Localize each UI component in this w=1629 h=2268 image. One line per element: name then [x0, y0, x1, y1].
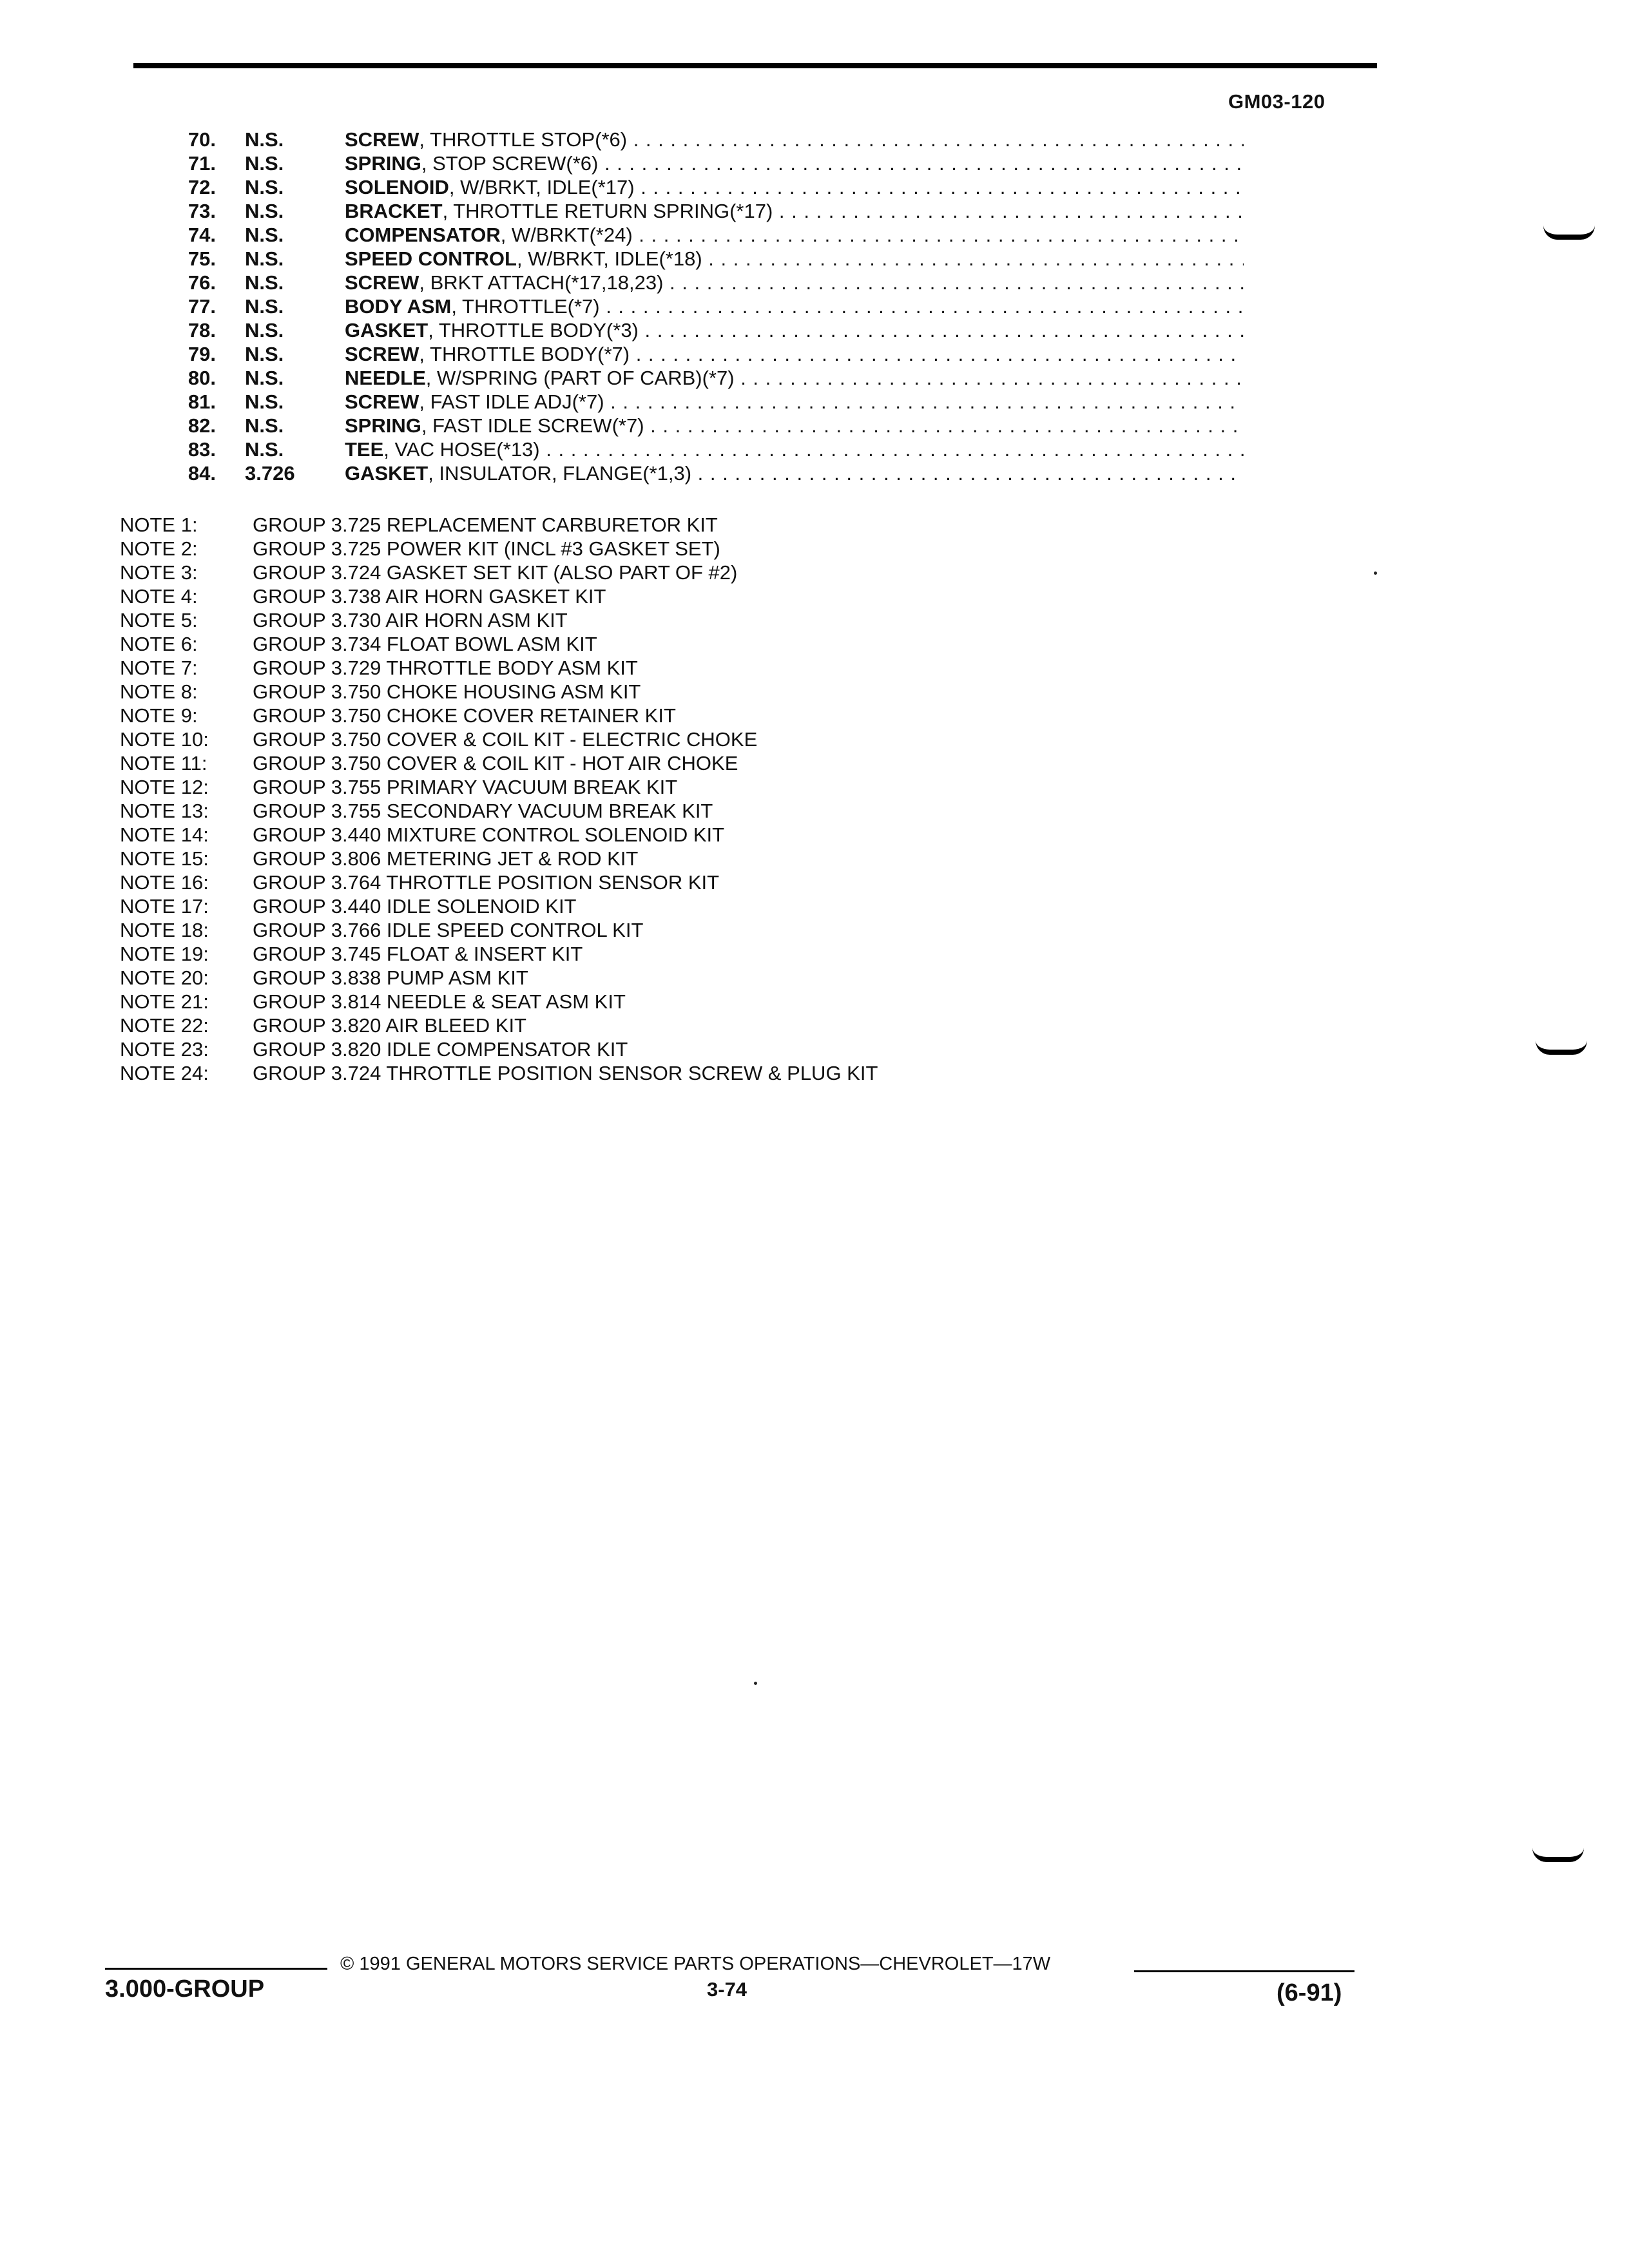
part-description: [345, 175, 1244, 199]
notes-list: [120, 513, 1086, 1085]
part-row: [161, 461, 1244, 485]
dot-leader: [663, 271, 1244, 294]
note-row: [120, 632, 1086, 656]
note-text: GROUP 3.750 CHOKE HOUSING ASM KIT: [253, 680, 641, 703]
part-detail: , W/BRKT, IDLE(*18): [516, 247, 702, 270]
part-group: N.S.: [245, 390, 284, 413]
part-group: N.S.: [245, 176, 284, 198]
note-label: NOTE 10:: [120, 728, 209, 751]
note-text: GROUP 3.750 COVER & COIL KIT - ELECTRIC CHOKE: [253, 728, 758, 751]
part-group: N.S.: [245, 152, 284, 175]
note-text: GROUP 3.764 THROTTLE POSITION SENSOR KIT: [253, 871, 720, 894]
part-row: [161, 223, 1244, 247]
footer-page-number: 3-74: [707, 1978, 747, 2001]
part-detail: , FAST IDLE SCREW(*7): [421, 414, 644, 437]
part-description: [345, 414, 1244, 437]
part-row: [161, 318, 1244, 342]
note-text: GROUP 3.440 MIXTURE CONTROL SOLENOID KIT: [253, 823, 725, 846]
part-name: BRACKET: [345, 200, 443, 222]
part-row: [161, 175, 1244, 199]
note-label: NOTE 13:: [120, 800, 209, 822]
note-text: GROUP 3.730 AIR HORN ASM KIT: [253, 609, 568, 631]
note-label: NOTE 19:: [120, 943, 209, 965]
note-row: [120, 537, 1086, 561]
part-detail: , W/BRKT(*24): [500, 224, 633, 246]
part-description: [345, 128, 1244, 151]
note-label: NOTE 2:: [120, 537, 198, 560]
part-row: [161, 366, 1244, 390]
part-row: [161, 128, 1244, 151]
part-row: [161, 247, 1244, 271]
dot-leader: [639, 319, 1244, 341]
note-row: [120, 799, 1086, 823]
part-number: 84.: [188, 462, 216, 485]
note-text: GROUP 3.766 IDLE SPEED CONTROL KIT: [253, 919, 644, 941]
part-group: N.S.: [245, 319, 284, 341]
part-detail: , BRKT ATTACH(*17,18,23): [419, 271, 664, 294]
note-label: NOTE 20:: [120, 966, 209, 989]
part-group: N.S.: [245, 295, 284, 318]
part-detail: , W/SPRING (PART OF CARB)(*7): [425, 367, 735, 389]
note-row: [120, 894, 1086, 918]
part-description: [345, 271, 1244, 294]
note-row: [120, 727, 1086, 751]
top-rule: [133, 63, 1377, 68]
part-group: 3.726: [245, 462, 295, 485]
dot-leader: [604, 390, 1244, 413]
part-name: SPRING: [345, 152, 421, 175]
footer-copyright: © 1991 GENERAL MOTORS SERVICE PARTS OPERATIONS—CHEVROLET—17W: [340, 1954, 1051, 1974]
note-text: GROUP 3.755 SECONDARY VACUUM BREAK KIT: [253, 800, 713, 822]
part-group: N.S.: [245, 224, 284, 246]
part-detail: , INSULATOR, FLANGE(*1,3): [428, 462, 692, 485]
part-name: BODY ASM: [345, 295, 452, 318]
note-row: [120, 584, 1086, 608]
part-detail: , THROTTLE(*7): [451, 295, 600, 318]
part-row: [161, 199, 1244, 223]
footer-group: 3.000-GROUP: [105, 1975, 265, 2003]
dot-leader: [598, 152, 1244, 175]
part-group: N.S.: [245, 343, 284, 365]
part-name: SCREW: [345, 128, 419, 151]
note-label: NOTE 24:: [120, 1062, 209, 1084]
part-number: 81.: [188, 390, 216, 413]
note-text: GROUP 3.820 IDLE COMPENSATOR KIT: [253, 1038, 628, 1061]
part-detail: , VAC HOSE(*13): [383, 438, 540, 461]
note-row: [120, 966, 1086, 990]
part-description: [345, 294, 1244, 318]
part-name: SCREW: [345, 390, 419, 413]
note-row: [120, 918, 1086, 942]
part-name: COMPENSATOR: [345, 224, 501, 246]
scan-speck: [1374, 572, 1377, 575]
note-text: GROUP 3.806 METERING JET & ROD KIT: [253, 847, 639, 870]
dot-leader: [600, 295, 1244, 318]
note-label: NOTE 5:: [120, 609, 198, 631]
part-number: 79.: [188, 343, 216, 365]
note-row: [120, 704, 1086, 727]
part-number: 75.: [188, 247, 216, 270]
part-description: [345, 461, 1244, 485]
note-text: GROUP 3.750 COVER & COIL KIT - HOT AIR CHOKE: [253, 752, 738, 774]
note-row: [120, 680, 1086, 704]
note-row: [120, 847, 1086, 870]
dot-leader: [627, 128, 1244, 151]
part-group: N.S.: [245, 128, 284, 151]
part-detail: , THROTTLE RETURN SPRING(*17): [442, 200, 773, 222]
dot-leader: [702, 247, 1244, 270]
part-name: SCREW: [345, 271, 419, 294]
note-label: NOTE 12:: [120, 776, 209, 798]
part-row: [161, 342, 1244, 366]
note-label: NOTE 7:: [120, 657, 198, 679]
binder-hole-mark: [1532, 1848, 1584, 1862]
part-number: 78.: [188, 319, 216, 341]
note-label: NOTE 14:: [120, 823, 209, 846]
note-text: GROUP 3.725 POWER KIT (INCL #3 GASKET SET): [253, 537, 720, 560]
note-row: [120, 1014, 1086, 1037]
note-text: GROUP 3.725 REPLACEMENT CARBURETOR KIT: [253, 514, 718, 536]
part-row: [161, 151, 1244, 175]
footer-rule-left: [105, 1968, 327, 1970]
note-text: GROUP 3.745 FLOAT & INSERT KIT: [253, 943, 583, 965]
dot-leader: [691, 462, 1244, 485]
note-row: [120, 608, 1086, 632]
part-description: [345, 318, 1244, 342]
part-number: 70.: [188, 128, 216, 151]
part-name: SOLENOID: [345, 176, 449, 198]
note-text: GROUP 3.724 GASKET SET KIT (ALSO PART OF #2): [253, 561, 738, 584]
part-number: 76.: [188, 271, 216, 294]
footer-rule-right: [1134, 1970, 1354, 1972]
note-text: GROUP 3.814 NEEDLE & SEAT ASM KIT: [253, 990, 626, 1013]
part-name: TEE: [345, 438, 384, 461]
part-detail: , FAST IDLE ADJ(*7): [419, 390, 604, 413]
part-name: GASKET: [345, 319, 429, 341]
part-group: N.S.: [245, 438, 284, 461]
note-row: [120, 823, 1086, 847]
note-text: GROUP 3.734 FLOAT BOWL ASM KIT: [253, 633, 597, 655]
note-label: NOTE 16:: [120, 871, 209, 894]
part-description: [345, 247, 1244, 271]
dot-leader: [630, 343, 1244, 365]
page-code: GM03-120: [1228, 90, 1325, 113]
part-row: [161, 271, 1244, 294]
part-group: N.S.: [245, 367, 284, 389]
part-number: 82.: [188, 414, 216, 437]
note-label: NOTE 23:: [120, 1038, 209, 1061]
part-description: [345, 342, 1244, 366]
dot-leader: [540, 438, 1244, 461]
note-row: [120, 656, 1086, 680]
note-text: GROUP 3.820 AIR BLEED KIT: [253, 1014, 526, 1037]
part-name: SPEED CONTROL: [345, 247, 517, 270]
part-number: 71.: [188, 152, 216, 175]
part-name: SPRING: [345, 414, 421, 437]
parts-list: [161, 128, 1244, 485]
note-label: NOTE 9:: [120, 704, 198, 727]
dot-leader: [773, 200, 1244, 222]
note-text: GROUP 3.750 CHOKE COVER RETAINER KIT: [253, 704, 676, 727]
note-row: [120, 513, 1086, 537]
note-text: GROUP 3.440 IDLE SOLENOID KIT: [253, 895, 577, 918]
note-label: NOTE 22:: [120, 1014, 209, 1037]
part-detail: , THROTTLE BODY(*7): [419, 343, 630, 365]
part-name: SCREW: [345, 343, 419, 365]
part-number: 80.: [188, 367, 216, 389]
note-label: NOTE 6:: [120, 633, 198, 655]
part-group: N.S.: [245, 414, 284, 437]
part-row: [161, 437, 1244, 461]
dot-leader: [735, 367, 1244, 389]
part-name: NEEDLE: [345, 367, 426, 389]
binder-hole-mark: [1543, 226, 1595, 240]
part-row: [161, 390, 1244, 414]
part-name: GASKET: [345, 462, 429, 485]
note-label: NOTE 17:: [120, 895, 209, 918]
note-row: [120, 751, 1086, 775]
part-group: N.S.: [245, 200, 284, 222]
part-detail: , THROTTLE STOP(*6): [419, 128, 628, 151]
note-row: [120, 990, 1086, 1014]
part-detail: , W/BRKT, IDLE(*17): [448, 176, 635, 198]
note-label: NOTE 4:: [120, 585, 198, 608]
note-label: NOTE 21:: [120, 990, 209, 1013]
note-label: NOTE 1:: [120, 514, 198, 536]
part-description: [345, 390, 1244, 414]
dot-leader: [633, 224, 1244, 246]
note-label: NOTE 3:: [120, 561, 198, 584]
note-label: NOTE 8:: [120, 680, 198, 703]
note-label: NOTE 11:: [120, 752, 207, 774]
dot-leader: [635, 176, 1244, 198]
scan-speck: [754, 1682, 757, 1685]
part-description: [345, 366, 1244, 390]
note-row: [120, 942, 1086, 966]
note-row: [120, 775, 1086, 799]
part-number: 83.: [188, 438, 216, 461]
part-detail: , THROTTLE BODY(*3): [428, 319, 639, 341]
note-text: GROUP 3.838 PUMP ASM KIT: [253, 966, 528, 989]
note-label: NOTE 18:: [120, 919, 209, 941]
part-number: 72.: [188, 176, 216, 198]
note-text: GROUP 3.738 AIR HORN GASKET KIT: [253, 585, 606, 608]
part-description: [345, 199, 1244, 223]
dot-leader: [644, 414, 1244, 437]
part-number: 74.: [188, 224, 216, 246]
note-text: GROUP 3.755 PRIMARY VACUUM BREAK KIT: [253, 776, 678, 798]
footer-date: (6-91): [1277, 1979, 1342, 2006]
binder-hole-mark: [1536, 1041, 1587, 1055]
part-group: N.S.: [245, 271, 284, 294]
note-label: NOTE 15:: [120, 847, 209, 870]
part-description: [345, 437, 1244, 461]
part-row: [161, 414, 1244, 437]
note-row: [120, 1037, 1086, 1061]
part-description: [345, 151, 1244, 175]
note-row: [120, 1061, 1086, 1085]
note-row: [120, 561, 1086, 584]
part-description: [345, 223, 1244, 247]
note-row: [120, 870, 1086, 894]
note-text: GROUP 3.729 THROTTLE BODY ASM KIT: [253, 657, 638, 679]
part-detail: , STOP SCREW(*6): [421, 152, 599, 175]
part-number: 73.: [188, 200, 216, 222]
note-text: GROUP 3.724 THROTTLE POSITION SENSOR SCREW & PLUG KIT: [253, 1062, 878, 1084]
part-number: 77.: [188, 295, 216, 318]
part-row: [161, 294, 1244, 318]
part-group: N.S.: [245, 247, 284, 270]
